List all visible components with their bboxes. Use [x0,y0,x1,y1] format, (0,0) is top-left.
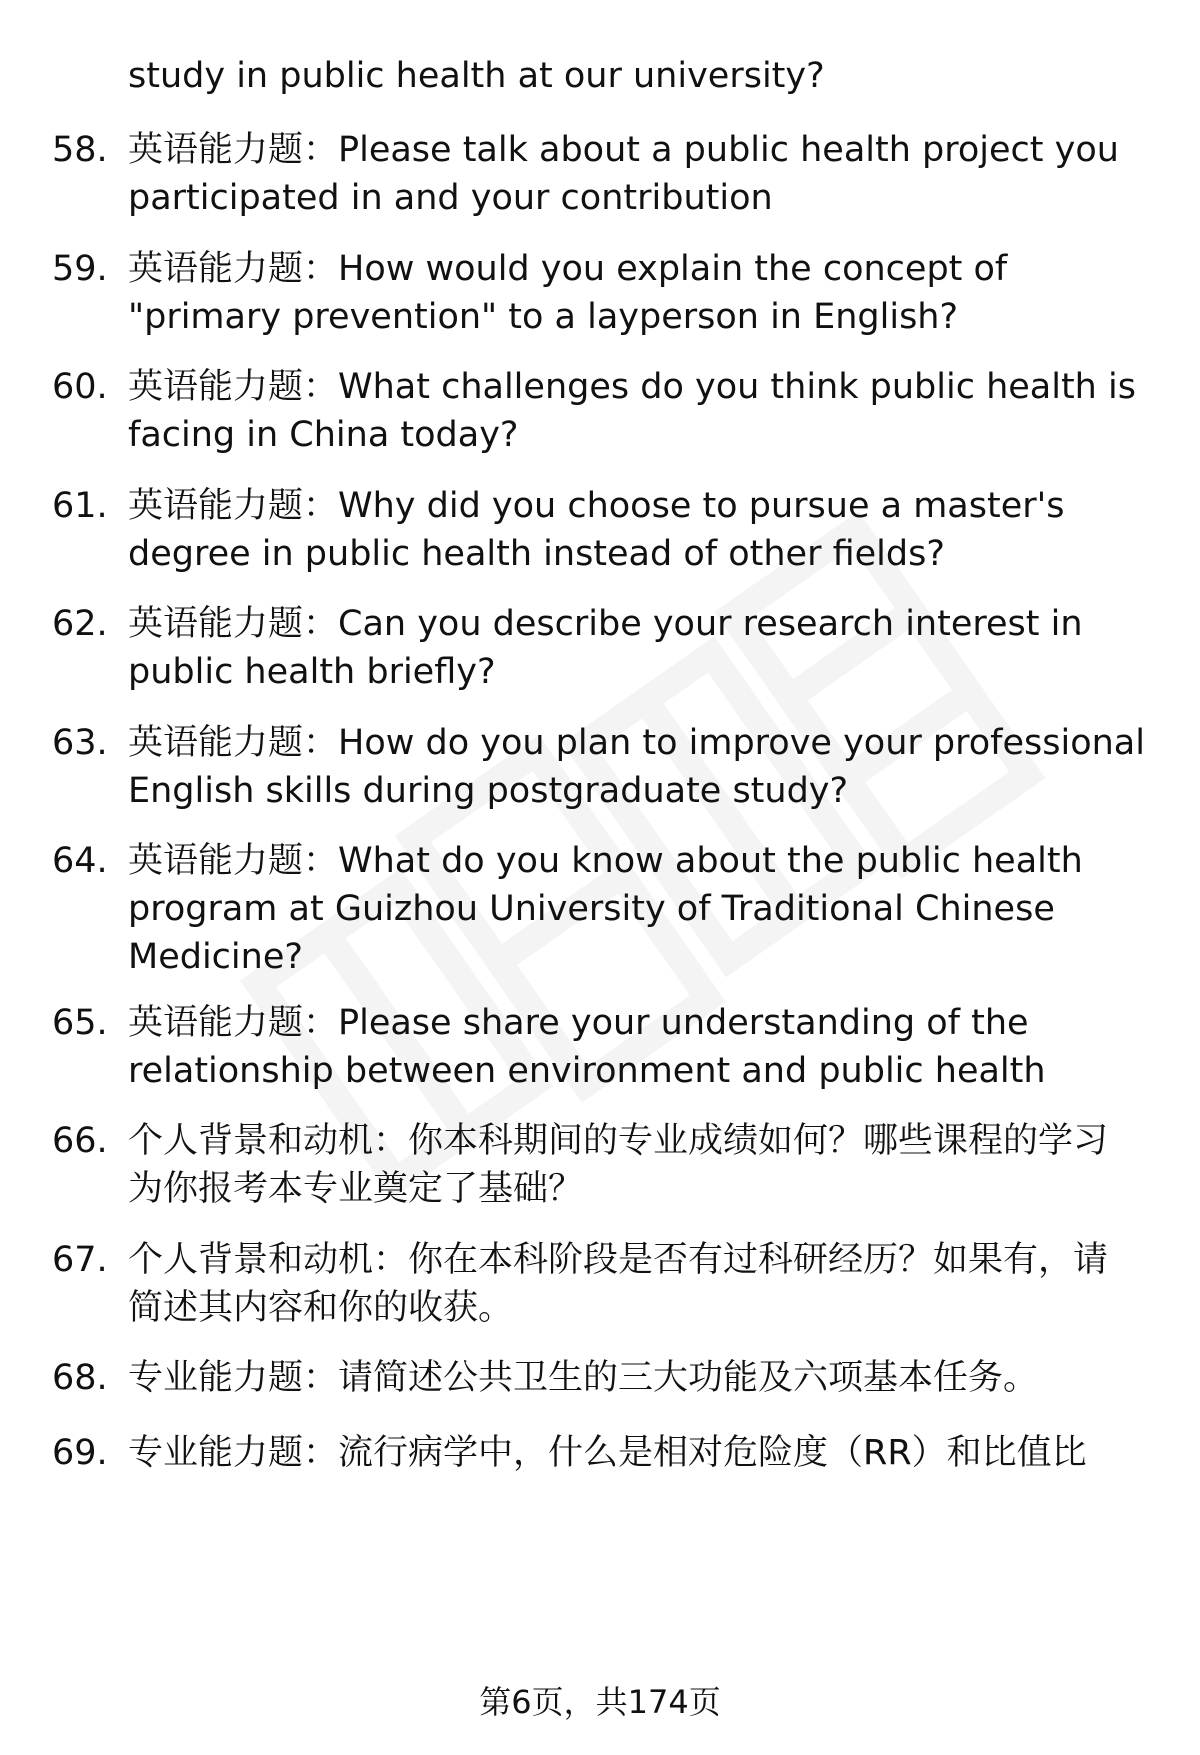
item-number: 67. [52,1240,108,1280]
item-number: 63. [52,723,108,763]
item-text [128,999,1180,1095]
item-number: 58. [52,130,108,170]
item-number: 68. [52,1358,108,1398]
item-text-line: 英语能力题：Why did you choose to pursue a master's [128,486,1065,526]
item-text-line: 为你报考本专业奠定了基础？ [128,1169,584,1209]
item-text-line: relationship between environment and public health [128,1051,1046,1091]
item-text-line: 个人背景和动机：你本科期间的专业成绩如何？哪些课程的学习 [128,1121,1109,1161]
item-text-line: facing in China today? [128,415,519,455]
item-text-line: 专业能力题：流行病学中，什么是相对危险度（RR）和比值比 [128,1433,1087,1473]
item-text [128,600,1180,696]
item-text-line: "primary prevention" to a layperson in English? [128,297,959,337]
item-text [128,1429,1180,1477]
item-text [128,363,1180,459]
item-text-line: 简述其内容和你的收获。 [128,1288,514,1328]
item-text-line: 英语能力题：What do you know about the public health [128,841,1083,881]
item-text [128,126,1180,222]
item-number: 64. [52,841,108,881]
item-text-line: 英语能力题：Please share your understanding of the [128,1003,1029,1043]
item-number: 69. [52,1433,108,1473]
item-number: 59. [52,249,108,289]
item-text-line: English skills during postgraduate study? [128,771,849,811]
item-text-line: 专业能力题：请简述公共卫生的三大功能及六项基本任务。 [128,1358,1039,1398]
item-number: 65. [52,1003,108,1043]
item-text [128,837,1180,981]
item-text-line: degree in public health instead of other fields? [128,534,945,574]
item-text-line: Medicine? [128,937,303,977]
item-text [128,245,1180,341]
item-text [128,719,1180,815]
item-number: 62. [52,604,108,644]
item-number: 66. [52,1121,108,1161]
item-text-line: participated in and your contribution [128,178,773,218]
item-number: 61. [52,486,108,526]
item-text-line: 英语能力题：How do you plan to improve your professional [128,723,1145,763]
item-text [128,1354,1180,1402]
item-text-line: 个人背景和动机：你在本科阶段是否有过科研经历？如果有，请 [128,1240,1109,1280]
item-text-line: public health briefly? [128,652,496,692]
item-text-line: 英语能力题：How would you explain the concept of [128,249,1008,289]
item-text [128,1117,1180,1213]
item-text-line: 英语能力题：What challenges do you think public health is [128,367,1136,407]
item-text-line: 英语能力题：Please talk about a public health project you [128,130,1119,170]
item-number: 60. [52,367,108,407]
item-text-line: study in public health at our university? [128,56,825,96]
item-text-line: program at Guizhou University of Traditional Chinese [128,889,1055,929]
item-text [128,482,1180,578]
item-text-line: 英语能力题：Can you describe your research interest in [128,604,1083,644]
page-number-footer: 第6页，共174页 [479,1683,721,1721]
item-text [128,52,1180,100]
item-text [128,1236,1180,1332]
